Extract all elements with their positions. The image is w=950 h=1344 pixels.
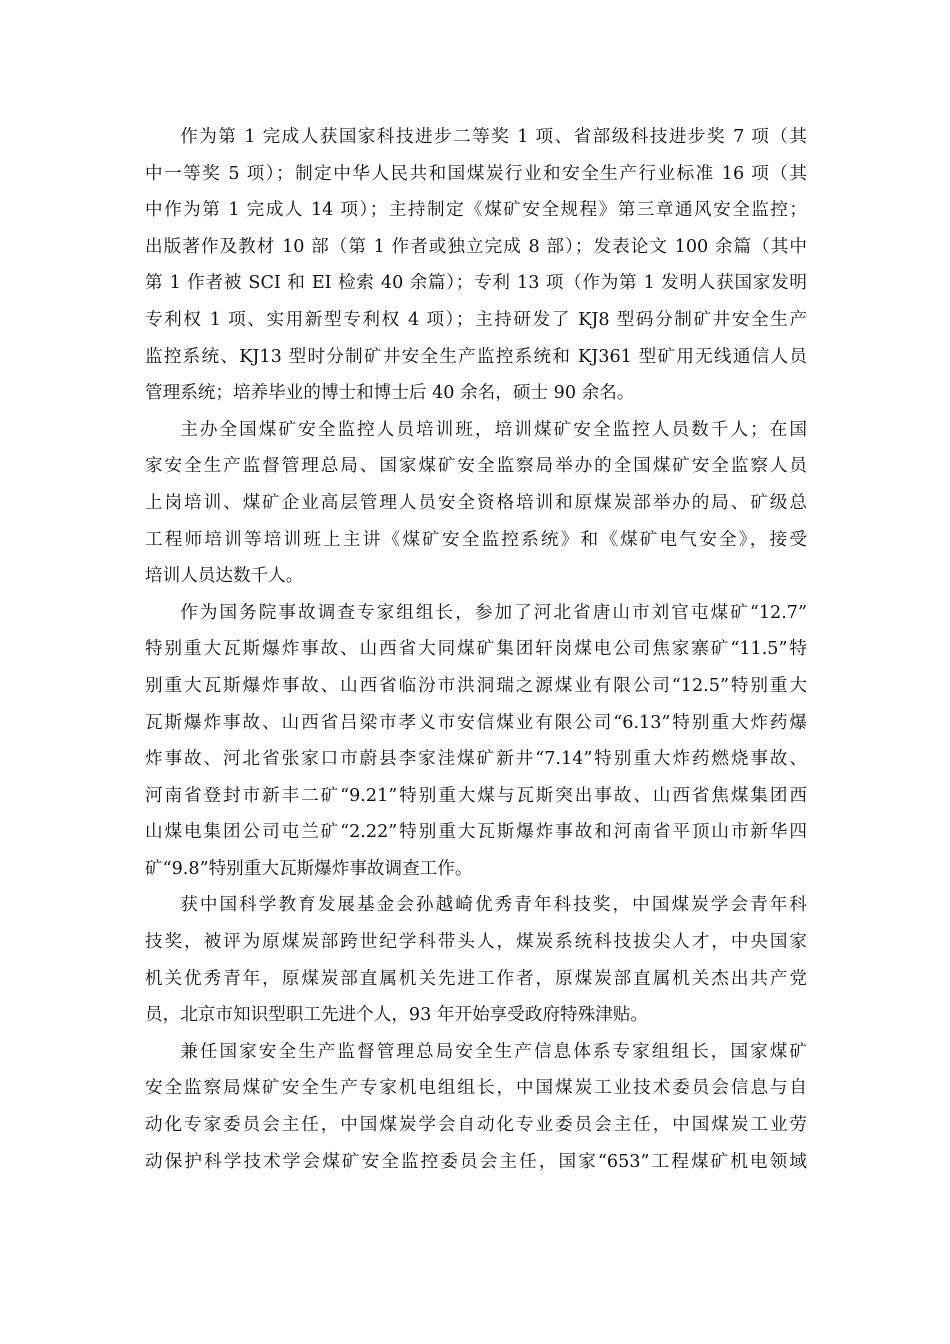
text-line: 山煤电集团公司屯兰矿“2.22”特别重大瓦斯爆炸事故和河南省平顶山市新华四 (145, 822, 807, 843)
paragraph (145, 412, 807, 595)
text-line: 瓦斯爆炸事故、山西省吕梁市孝义市安信煤业有限公司“6.13”特别重大炸药爆 (145, 712, 807, 733)
text-line: 培训人员达数千人。 (145, 566, 304, 587)
text-line: 特别重大瓦斯爆炸事故、山西省大同煤矿集团轩岗煤电公司焦家寨矿“11.5”特 (145, 639, 807, 660)
text-line: 矿“9.8”特别重大瓦斯爆炸事故调查工作。 (145, 858, 473, 879)
text-line: 作为第 1 完成人获国家科技进步二等奖 1 项、省部级科技进步奖 7 项（其 (180, 127, 807, 147)
document-body (145, 119, 807, 1180)
text-line: 监控系统、KJ13 型时分制矿井安全生产监控系统和 KJ361 型矿用无线通信人员 (145, 346, 807, 367)
paragraph (145, 595, 807, 888)
text-line: 出版著作及教材 10 部（第 1 作者或独立完成 8 部）；发表论文 100 余篇（其中 (145, 236, 807, 257)
text-line: 中一等奖 5 项）；制定中华人民共和国煤炭行业和安全生产行业标准 16 项（其 (145, 163, 807, 184)
text-line: 中作为第 1 完成人 14 项）；主持制定《煤矿安全规程》第三章通风安全监控； (145, 200, 807, 221)
text-line: 主办全国煤矿安全监控人员培训班，培训煤矿安全监控人员数千人；在国 (180, 419, 807, 440)
text-line: 别重大瓦斯爆炸事故、山西省临汾市洪洞瑞之源煤业有限公司“12.5”特别重大 (145, 675, 807, 696)
text-line: 机关优秀青年，原煤炭部直属机关先进工作者，原煤炭部直属机关杰出共产党 (145, 968, 807, 989)
paragraph (145, 887, 807, 1033)
paragraph (145, 1034, 807, 1180)
text-line: 技奖，被评为原煤炭部跨世纪学科带头人，煤炭系统科技拔尖人才，中央国家 (145, 932, 807, 953)
text-line: 获中国科学教育发展基金会孙越崎优秀青年科技奖，中国煤炭学会青年科 (180, 895, 807, 916)
text-line: 家安全生产监督管理总局、国家煤矿安全监察局举办的全国煤矿安全监察人员 (145, 456, 807, 477)
text-line: 动化专家委员会主任，中国煤炭学会自动化专业委员会主任，中国煤炭工业劳 (145, 1115, 807, 1136)
text-line: 上岗培训、煤矿企业高层管理人员安全资格培训和原煤炭部举办的局、矿级总 (145, 492, 807, 513)
text-line: 工程师培训等培训班上主讲《煤矿安全监控系统》和《煤矿电气安全》，接受 (145, 529, 807, 550)
text-line: 安全监察局煤矿安全生产专家机电组组长，中国煤炭工业技术委员会信息与自 (145, 1078, 807, 1099)
text-line: 兼任国家安全生产监督管理总局安全生产信息体系专家组组长，国家煤矿 (180, 1041, 807, 1062)
text-line: 专利权 1 项、实用新型专利权 4 项）；主持研发了 KJ8 型码分制矿井安全生产 (145, 309, 807, 330)
text-line: 河南省登封市新丰二矿“9.21”特别重大煤与瓦斯突出事故、山西省焦煤集团西 (145, 785, 807, 806)
text-line: 第 1 作者被 SCI 和 EI 检索 40 余篇）；专利 13 项（作为第 1 发明人获国家发明 (145, 273, 807, 294)
text-line: 炸事故、河北省张家口市蔚县李家洼煤矿新井“7.14”特别重大炸药燃烧事故、 (145, 749, 807, 770)
text-line: 员，北京市知识型职工先进个人，93 年开始享受政府特殊津贴。 (145, 1005, 649, 1026)
text-line: 作为国务院事故调查专家组组长，参加了河北省唐山市刘官屯煤矿“12.7” (180, 602, 807, 623)
text-line: 动保护科学技术学会煤矿安全监控委员会主任，国家“653”工程煤矿机电领域 (145, 1151, 807, 1172)
paragraph (145, 119, 807, 412)
text-line: 管理系统；培养毕业的博士和博士后 40 余名，硕士 90 余名。 (145, 383, 635, 404)
